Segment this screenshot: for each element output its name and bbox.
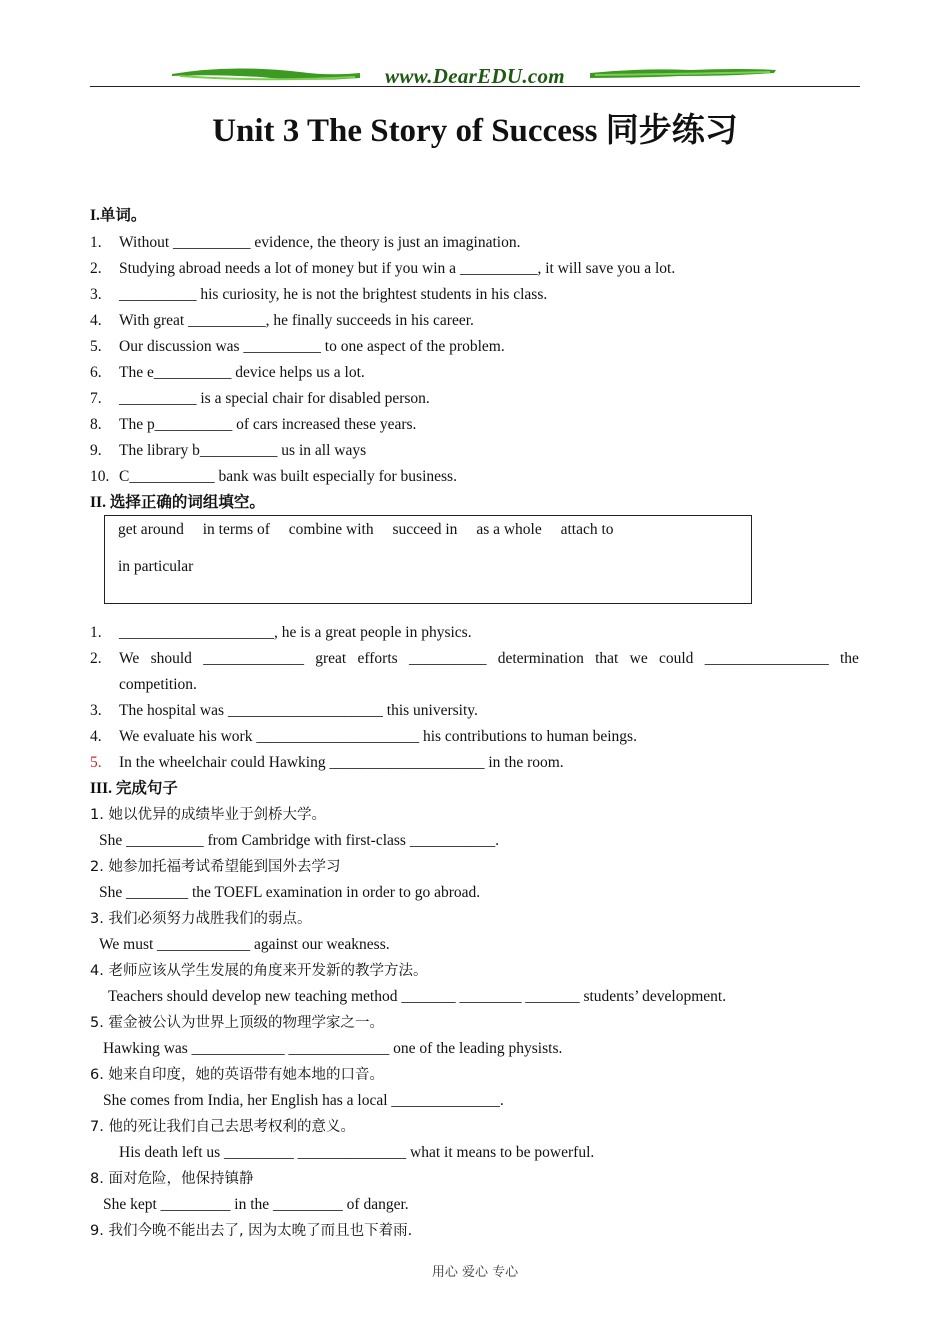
item-text: Our discussion was __________ to one aspect of the problem. xyxy=(119,338,505,355)
item-text: __________ his curiosity, he is not the brightest students in his class. xyxy=(119,286,548,303)
logo-text: www.DearEDU.com xyxy=(385,64,565,88)
list-item xyxy=(90,414,416,436)
word: We xyxy=(119,650,140,667)
section-2-heading: II. 选择正确的词组填空。 xyxy=(90,494,265,511)
item-text: Without __________ evidence, the theory is just an imagination. xyxy=(119,234,521,251)
chinese-sentence: 6. 她来自印度，她的英语带有她本地的口音。 xyxy=(90,1067,384,1083)
list-item xyxy=(90,726,637,748)
chinese-sentence: 9. 我们今晚不能出去了, 因为太晚了而且也下着雨. xyxy=(90,1223,413,1239)
chinese-sentence: 8. 面对危险，他保持镇静 xyxy=(90,1171,254,1187)
item-number: 3. xyxy=(90,702,102,719)
section-1-heading: I.单词。 xyxy=(90,207,147,224)
word: great xyxy=(315,650,347,667)
phrase-item: in terms of xyxy=(202,521,270,538)
chinese-sentence: 7. 他的死让我们自己去思考权利的意义。 xyxy=(90,1119,355,1135)
item-text: Studying abroad needs a lot of money but if you win a __________, it will save you a lot. xyxy=(119,260,676,277)
phrase-item: get around xyxy=(118,521,184,538)
chinese-sentence: 2. 她参加托福考试希望能到国外去学习 xyxy=(90,859,341,875)
word: we xyxy=(629,650,648,667)
item-number: 4. xyxy=(90,312,102,329)
item-text: The hospital was ____________________ this university. xyxy=(119,702,478,719)
justified-line xyxy=(119,648,859,670)
phrase-item: succeed in xyxy=(392,521,458,538)
item-number: 1. xyxy=(90,234,102,251)
page-title: Unit 3 The Story of Success 同步练习 xyxy=(212,113,738,149)
list-item xyxy=(90,258,675,280)
word: that xyxy=(595,650,619,667)
item-text: With great __________, he finally succeeds in his career. xyxy=(119,312,474,329)
item-number: 4. xyxy=(90,728,102,745)
english-sentence: She __________ from Cambridge with first-class ___________. xyxy=(99,832,499,849)
item-number: 6. xyxy=(90,364,102,381)
word: __________ xyxy=(408,650,487,667)
chinese-sentence: 3. 我们必须努力战胜我们的弱点。 xyxy=(90,911,312,927)
list-item xyxy=(90,232,520,254)
list-item xyxy=(90,700,478,722)
phrase-item: as a whole xyxy=(476,521,542,538)
section-3-heading: III. 完成句子 xyxy=(90,780,178,797)
word: determination xyxy=(497,650,584,667)
item-text: In the wheelchair could Hawking ____________________ in the room. xyxy=(119,754,564,771)
list-item xyxy=(90,388,430,410)
item-number: 10. xyxy=(90,468,110,485)
word: the xyxy=(840,650,859,667)
english-sentence: His death left us _________ ______________ what it means to be powerful. xyxy=(119,1144,595,1161)
item-text: The library b__________ us in all ways xyxy=(119,442,367,459)
item-text: We evaluate his work _____________________ his contributions to human beings. xyxy=(119,728,637,745)
phrase-item: in particular xyxy=(118,558,194,575)
item-number: 7. xyxy=(90,390,102,407)
list-item xyxy=(90,284,547,306)
item-number: 2. xyxy=(90,260,102,277)
item-continuation: competition. xyxy=(119,676,197,693)
list-item xyxy=(90,440,366,462)
english-sentence: She ________ the TOEFL examination in order to go abroad. xyxy=(99,884,481,901)
phrase-box xyxy=(104,515,752,604)
word: efforts xyxy=(357,650,398,667)
page-footer: 用心 爱心 专心 xyxy=(431,1265,519,1280)
phrase-row xyxy=(118,521,629,539)
phrase-item: attach to xyxy=(560,521,614,538)
item-text: The p__________ of cars increased these years. xyxy=(119,416,417,433)
header-rule xyxy=(90,86,860,87)
list-item xyxy=(90,622,472,644)
chinese-sentence: 1. 她以优异的成绩毕业于剑桥大学。 xyxy=(90,807,326,823)
item-number: 1. xyxy=(90,624,102,641)
chinese-sentence: 4. 老师应该从学生发展的角度来开发新的教学方法。 xyxy=(90,963,428,979)
word: ________________ xyxy=(704,650,829,667)
item-number: 8. xyxy=(90,416,102,433)
english-sentence: She comes from India, her English has a local ______________. xyxy=(103,1092,504,1109)
english-sentence: Teachers should develop new teaching method _______ ________ _______ students’ development. xyxy=(108,988,727,1005)
word: could xyxy=(659,650,694,667)
item-text: The e__________ device helps us a lot. xyxy=(119,364,365,381)
english-sentence: We must ____________ against our weakness. xyxy=(99,936,390,953)
english-sentence: She kept _________ in the _________ of danger. xyxy=(103,1196,409,1213)
item-number: 5. xyxy=(90,338,102,355)
site-logo xyxy=(170,62,780,92)
word: _____________ xyxy=(203,650,304,667)
list-item xyxy=(90,336,505,358)
item-number: 3. xyxy=(90,286,102,303)
list-item xyxy=(90,310,474,332)
item-number: 5. xyxy=(90,754,102,771)
word: should xyxy=(150,650,192,667)
chinese-sentence: 5. 霍金被公认为世界上顶级的物理学家之一。 xyxy=(90,1015,384,1031)
item-number: 2. xyxy=(90,650,102,667)
item-number: 9. xyxy=(90,442,102,459)
item-text: __________ is a special chair for disabled person. xyxy=(119,390,430,407)
list-item xyxy=(90,752,564,774)
item-text: C___________ bank was built especially for business. xyxy=(119,468,457,485)
english-sentence: Hawking was ____________ _____________ one of the leading physists. xyxy=(103,1040,563,1057)
item-text: ____________________, he is a great people in physics. xyxy=(119,624,472,641)
phrase-item: combine with xyxy=(288,521,374,538)
list-item xyxy=(90,362,365,384)
list-item xyxy=(90,466,457,488)
